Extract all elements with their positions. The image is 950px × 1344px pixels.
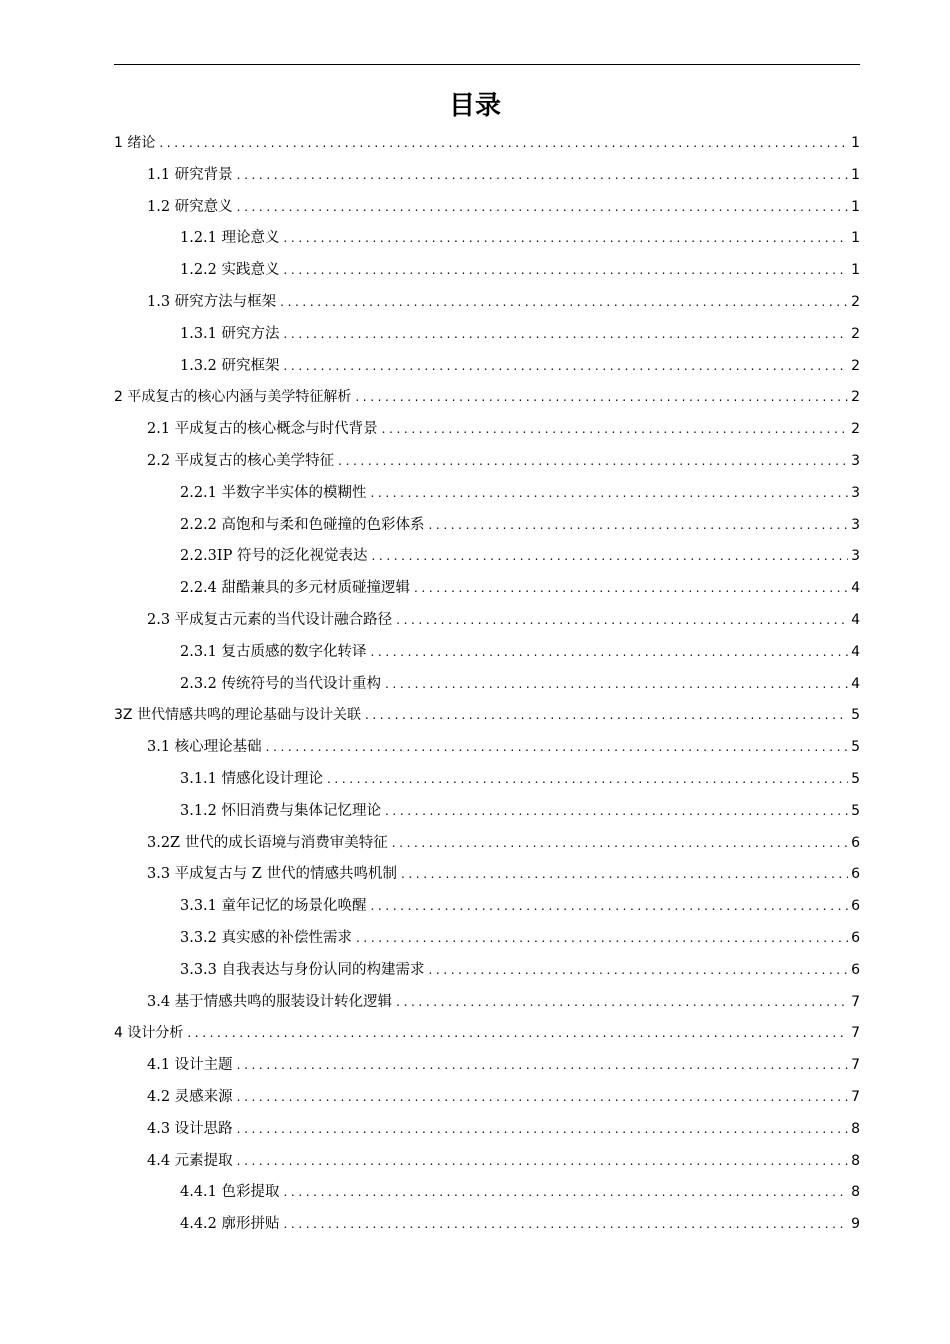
toc-entry-label: 4.3 设计思路	[147, 1120, 233, 1137]
toc-entry[interactable]	[114, 478, 860, 510]
toc-entry[interactable]	[114, 414, 860, 446]
table-of-contents	[114, 128, 860, 1241]
toc-entry[interactable]	[114, 732, 860, 764]
toc-entry-page: 5	[851, 802, 860, 819]
toc-entry[interactable]	[114, 573, 860, 605]
toc-entry-label: 2.3.1 复古质感的数字化转译	[180, 643, 367, 660]
toc-entry[interactable]	[114, 1082, 860, 1114]
toc-entry-page: 6	[851, 961, 860, 978]
toc-leader-dots	[365, 700, 848, 732]
toc-entry-page: 5	[851, 770, 860, 787]
toc-leader-dots	[355, 382, 848, 414]
toc-entry-label: 2.3 平成复古元素的当代设计融合路径	[147, 611, 393, 628]
toc-entry[interactable]	[114, 796, 860, 828]
toc-entry-page: 1	[851, 166, 860, 183]
toc-entry-page: 2	[851, 421, 860, 438]
toc-entry-page: 6	[851, 898, 860, 915]
toc-entry-label: 4.2 灵感来源	[147, 1088, 233, 1105]
toc-entry-page: 7	[851, 1025, 860, 1042]
toc-entry-page: 4	[851, 643, 860, 660]
toc-entry-label: 2.2 平成复古的核心美学特征	[147, 452, 335, 469]
toc-leader-dots	[392, 828, 848, 860]
toc-entry-label: 2.2.1 半数字半实体的模糊性	[180, 484, 367, 501]
toc-entry-label: 3.2Z 世代的成长语境与消费审美特征	[147, 834, 388, 851]
toc-entry[interactable]	[114, 223, 860, 255]
toc-entry-page: 6	[851, 834, 860, 851]
toc-title: 目录	[448, 91, 501, 121]
toc-leader-dots	[414, 573, 848, 605]
toc-entry-label: 2.3.2 传统符号的当代设计重构	[180, 675, 382, 692]
toc-leader-dots	[401, 859, 848, 891]
toc-leader-dots	[385, 669, 848, 701]
toc-entry-label: 1.1 研究背景	[147, 166, 233, 183]
toc-leader-dots	[371, 891, 849, 923]
toc-leader-dots	[429, 510, 849, 542]
toc-leader-dots	[237, 192, 848, 224]
toc-entry[interactable]	[114, 351, 860, 383]
toc-entry-page: 4	[851, 611, 860, 628]
toc-leader-dots	[159, 128, 848, 160]
toc-entry-label: 2.2.3IP 符号的泛化视觉表达	[180, 548, 368, 565]
toc-entry-page: 2	[851, 325, 860, 342]
toc-entry-page: 6	[851, 866, 860, 883]
header-rule	[114, 64, 860, 65]
toc-entry[interactable]	[114, 605, 860, 637]
toc-entry[interactable]	[114, 128, 860, 160]
toc-entry-label: 1.3 研究方法与框架	[147, 293, 277, 310]
toc-entry[interactable]	[114, 1114, 860, 1146]
toc-entry[interactable]	[114, 1146, 860, 1178]
toc-entry[interactable]	[114, 637, 860, 669]
toc-leader-dots	[396, 605, 848, 637]
toc-entry-page: 3	[851, 452, 860, 469]
toc-entry[interactable]	[114, 192, 860, 224]
toc-entry-label: 3.1.2 怀旧消费与集体记忆理论	[180, 802, 382, 819]
toc-entry[interactable]	[114, 859, 860, 891]
toc-entry-page: 3	[851, 516, 860, 533]
toc-entry-label: 2 平成复古的核心内涵与美学特征解析	[114, 389, 352, 406]
toc-entry-label: 3Z 世代情感共鸣的理论基础与设计关联	[114, 707, 361, 724]
toc-entry[interactable]	[114, 764, 860, 796]
toc-entry[interactable]	[114, 955, 860, 987]
toc-leader-dots	[237, 1146, 848, 1178]
toc-entry-page: 5	[851, 739, 860, 756]
toc-entry[interactable]	[114, 287, 860, 319]
toc-entry-label: 1.2 研究意义	[147, 198, 233, 215]
toc-entry-page: 2	[851, 389, 860, 406]
toc-entry-page: 6	[851, 929, 860, 946]
toc-entry-label: 1.3.1 研究方法	[180, 325, 280, 342]
toc-leader-dots	[284, 319, 849, 351]
toc-entry-page: 5	[851, 707, 860, 724]
toc-entry[interactable]	[114, 1209, 860, 1241]
toc-leader-dots	[338, 446, 848, 478]
toc-entry-page: 2	[851, 293, 860, 310]
toc-entry[interactable]	[114, 382, 860, 414]
toc-entry-page: 1	[851, 262, 860, 279]
toc-entry-label: 1.2.2 实践意义	[180, 262, 280, 279]
toc-leader-dots	[284, 255, 849, 287]
toc-entry[interactable]	[114, 319, 860, 351]
toc-leader-dots	[280, 287, 848, 319]
toc-entry-page: 9	[851, 1216, 860, 1233]
toc-entry-label: 2.2.2 高饱和与柔和色碰撞的色彩体系	[180, 516, 425, 533]
toc-entry-page: 4	[851, 675, 860, 692]
toc-leader-dots	[284, 351, 849, 383]
toc-leader-dots	[237, 1114, 848, 1146]
toc-entry-page: 1	[851, 230, 860, 247]
toc-leader-dots	[284, 1209, 849, 1241]
toc-entry[interactable]	[114, 1050, 860, 1082]
toc-entry-label: 3.3.1 童年记忆的场景化唤醒	[180, 898, 367, 915]
toc-leader-dots	[187, 1018, 848, 1050]
toc-entry[interactable]	[114, 891, 860, 923]
toc-leader-dots	[284, 223, 849, 255]
toc-entry[interactable]	[114, 828, 860, 860]
toc-leader-dots	[396, 987, 848, 1019]
toc-entry-page: 3	[851, 484, 860, 501]
toc-entry-page: 8	[851, 1152, 860, 1169]
toc-entry[interactable]	[114, 255, 860, 287]
toc-entry[interactable]	[114, 510, 860, 542]
toc-entry-label: 3.1 核心理论基础	[147, 739, 262, 756]
toc-entry[interactable]	[114, 700, 860, 732]
toc-entry-label: 1 绪论	[114, 135, 156, 151]
toc-entry-page: 7	[851, 1088, 860, 1105]
toc-entry-label: 2.2.4 甜酷兼具的多元材质碰撞逻辑	[180, 580, 411, 597]
toc-leader-dots	[385, 796, 848, 828]
toc-entry-page: 1	[851, 198, 860, 215]
toc-entry-label: 4.4.1 色彩提取	[180, 1184, 280, 1201]
toc-leader-dots	[429, 955, 849, 987]
toc-entry-label: 3.4 基于情感共鸣的服装设计转化逻辑	[147, 993, 393, 1010]
toc-entry[interactable]	[114, 1177, 860, 1209]
toc-entry-label: 3.3.2 真实感的补偿性需求	[180, 929, 353, 946]
toc-entry[interactable]	[114, 669, 860, 701]
toc-entry-page: 3	[851, 548, 860, 565]
toc-leader-dots	[237, 1050, 848, 1082]
toc-entry-page: 8	[851, 1120, 860, 1137]
toc-entry-label: 4.4 元素提取	[147, 1152, 233, 1169]
toc-entry-label: 3.1.1 情感化设计理论	[180, 770, 324, 787]
toc-leader-dots	[356, 923, 848, 955]
toc-entry-label: 4.4.2 廓形拼贴	[180, 1216, 280, 1233]
toc-entry[interactable]	[114, 446, 860, 478]
toc-entry[interactable]	[114, 541, 860, 573]
toc-entry-label: 2.1 平成复古的核心概念与时代背景	[147, 421, 378, 438]
toc-entry-page: 1	[851, 135, 860, 151]
toc-entry[interactable]	[114, 987, 860, 1019]
toc-entry-page: 7	[851, 993, 860, 1010]
toc-entry-label: 4.1 设计主题	[147, 1057, 233, 1074]
toc-entry-page: 4	[851, 580, 860, 597]
toc-entry[interactable]	[114, 1018, 860, 1050]
toc-entry-label: 1.3.2 研究框架	[180, 357, 280, 374]
toc-entry-label: 1.2.1 理论意义	[180, 230, 280, 247]
toc-leader-dots	[266, 732, 848, 764]
toc-entry[interactable]	[114, 160, 860, 192]
toc-leader-dots	[284, 1177, 849, 1209]
toc-leader-dots	[382, 414, 848, 446]
toc-entry-page: 2	[851, 357, 860, 374]
toc-entry-page: 8	[851, 1184, 860, 1201]
toc-leader-dots	[371, 478, 849, 510]
toc-leader-dots	[237, 1082, 848, 1114]
toc-entry-label: 3.3 平成复古与 Z 世代的情感共鸣机制	[147, 866, 397, 883]
toc-entry-label: 3.3.3 自我表达与身份认同的构建需求	[180, 961, 425, 978]
toc-entry-page: 7	[851, 1057, 860, 1074]
toc-entry-label: 4 设计分析	[114, 1025, 184, 1042]
toc-leader-dots	[327, 764, 848, 796]
toc-entry[interactable]	[114, 923, 860, 955]
toc-leader-dots	[372, 541, 849, 573]
toc-leader-dots	[237, 160, 848, 192]
toc-leader-dots	[371, 637, 849, 669]
